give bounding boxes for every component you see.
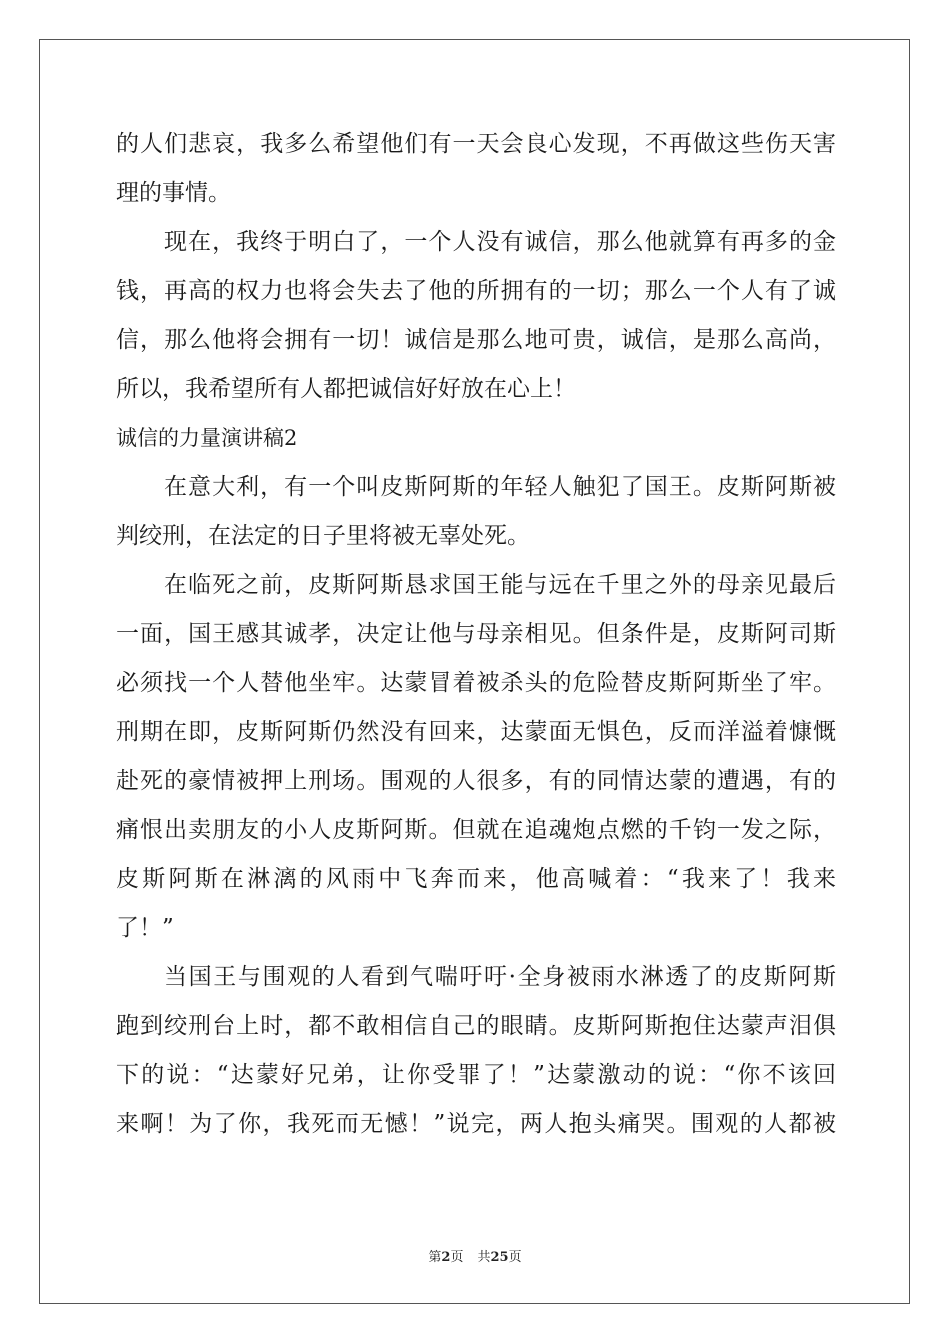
text-line: 了！” <box>116 915 174 941</box>
text-line: 痛恨出卖朋友的小人皮斯阿斯。但就在追魂炮点燃的千钧一发之际， <box>116 817 836 843</box>
text-line: 当国王与围观的人看到气喘吁吁·全身被雨水淋透了的皮斯阿斯 <box>164 964 836 990</box>
document-body <box>116 120 836 1149</box>
text-line: 现在，我终于明白了，一个人没有诚信，那么他就算有再多的金 <box>164 229 836 255</box>
page-unit: 页 <box>450 1250 464 1265</box>
text-line: 在临死之前，皮斯阿斯恳求国王能与远在千里之外的母亲见最后 <box>164 572 836 598</box>
page-number: 2 <box>441 1250 451 1265</box>
text-line: 钱，再高的权力也将会失去了他的所拥有的一切；那么一个人有了诚 <box>116 278 836 304</box>
text-line: 的人们悲哀，我多么希望他们有一天会良心发现，不再做这些伤天害 <box>116 131 836 157</box>
text-line: 所以，我希望所有人都把诚信好好放在心上！ <box>116 376 576 402</box>
text-line: 皮斯阿斯在淋漓的风雨中飞奔而来，他高喊着：“我来了！我来 <box>116 866 836 892</box>
page-footer <box>0 1246 950 1265</box>
text-line: 跑到绞刑台上时，都不敢相信自己的眼睛。皮斯阿斯抱住达蒙声泪俱 <box>116 1013 836 1039</box>
text-line: 下的说：“达蒙好兄弟，让你受罪了！”达蒙激动的说：“你不该回 <box>116 1062 836 1088</box>
text-line: 在意大利，有一个叫皮斯阿斯的年轻人触犯了国王。皮斯阿斯被 <box>164 474 836 500</box>
text-line: 来啊！为了你，我死而无憾！”说完，两人抱头痛哭。围观的人都被 <box>116 1111 836 1137</box>
page-total: 25 <box>490 1250 509 1265</box>
page-prefix: 第 <box>428 1250 442 1265</box>
text-line: 信，那么他将会拥有一切！诚信是那么地可贵，诚信，是那么高尚， <box>116 327 836 353</box>
total-prefix: 共 <box>477 1250 491 1265</box>
total-unit: 页 <box>508 1250 522 1265</box>
text-line: 理的事情。 <box>116 180 231 206</box>
section-heading: 诚信的力量演讲稿2 <box>116 426 298 450</box>
text-line: 赴死的豪情被押上刑场。围观的人很多，有的同情达蒙的遭遇，有的 <box>116 768 836 794</box>
text-line: 必须找一个人替他坐牢。达蒙冒着被杀头的危险替皮斯阿斯坐了牢。 <box>116 670 836 696</box>
text-line: 一面，国王感其诚孝，决定让他与母亲相见。但条件是，皮斯阿司斯 <box>116 621 836 647</box>
text-line: 判绞刑，在法定的日子里将被无辜处死。 <box>116 523 530 549</box>
text-line: 刑期在即，皮斯阿斯仍然没有回来，达蒙面无惧色，反而洋溢着慷慨 <box>116 719 836 745</box>
